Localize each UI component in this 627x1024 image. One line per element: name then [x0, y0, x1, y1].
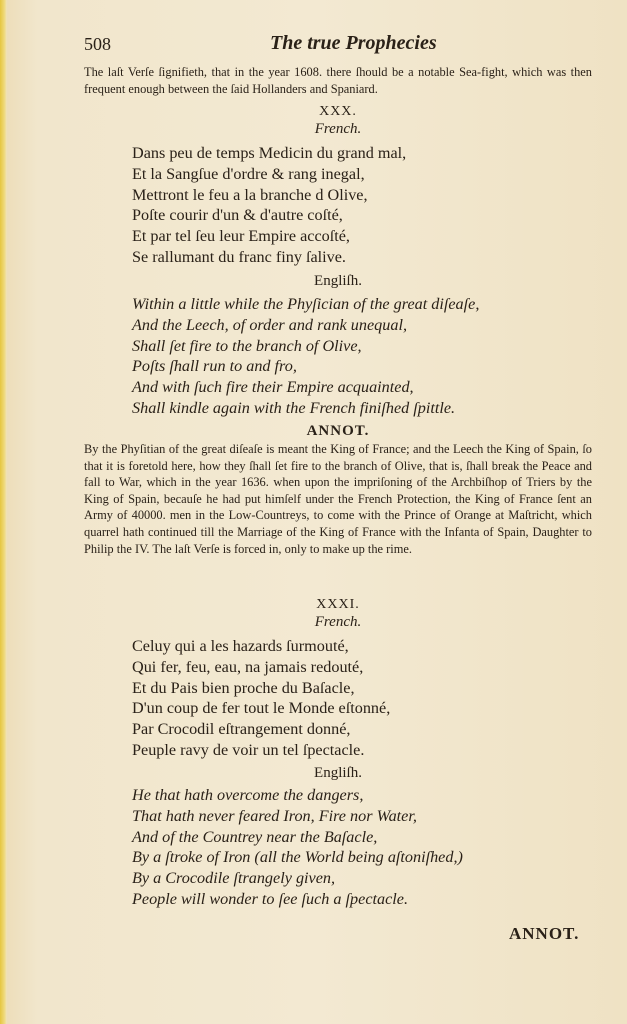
french-heading: French. — [314, 121, 362, 137]
page-header — [84, 34, 554, 58]
english-heading: Engliſh. — [314, 765, 362, 781]
verse-line: Se rallumant du franc finy ſalive. — [132, 247, 346, 266]
verse-line: Shall kindle again with the French finiſhed ſpittle. — [132, 398, 456, 417]
verse-line: By a ſtroke of Iron (all the World being aſtoniſhed,) — [132, 848, 463, 867]
verse-line: Mettront le feu a la branche d Olive, — [132, 185, 368, 204]
verse-line: Within a little while the Phyſician of the great diſeaſe, — [132, 295, 480, 313]
verse-line: Poſte courir d'un & d'autre coſté, — [132, 206, 343, 225]
verse-line: He that hath overcome the dangers, — [132, 786, 364, 804]
page-edge — [0, 0, 7, 1024]
intro-paragraph: The laſt Verſe ſignifieth, that in the year 1608. there ſhould be a notable Sea-fight, which was then frequent enough between the ſaid Hollanders and Spaniard. — [84, 65, 592, 96]
verse-line: People will wonder to ſee ſuch a ſpectacle. — [132, 889, 409, 908]
verse-line: Qui fer, feu, eau, na jamais redouté, — [132, 657, 364, 676]
french-verse — [132, 143, 572, 268]
verse-line: And the Leech, of order and rank unequal, — [132, 315, 407, 334]
verse-line: Shall ſet fire to the branch of Olive, — [132, 336, 362, 355]
french-verse — [132, 636, 572, 761]
verse-line: Et la Sangſue d'ordre & rang inegal, — [132, 164, 365, 183]
verse-line: Peuple ravy de voir un tel ſpectacle. — [132, 740, 365, 759]
verse-line: And with ſuch fire their Empire acquainted, — [132, 378, 414, 397]
annotation-paragraph: By the Phyſitian of the great diſeaſe is meant the King of France; and the Leech the King of Spain, ſo that it is foretold here, how they ſhall ſet fire to the branch of Olive, that is, ſhall break the Peace and fall to War, which in the year 1636. when upon the impriſoning of the Archbiſhop of Triers by the King of Spain, becauſe he had put himſelf under the French Protection, the King of France ſent an Army of 40000. men in the Low-Countreys, to come with the Prince of Orange at Maſtricht, which quarrel hath continued till the Marriage of the King of France with the Infanta of Spain, Daughter to Philip the IV. The laſt Verſe is forced in, only to make up the rime. — [84, 442, 592, 556]
verse-line: D'un coup de fer tout le Monde eſtonné, — [132, 699, 391, 718]
verse-line: Par Crocodil eſtrangement donné, — [132, 720, 351, 739]
verse-line: That hath never feared Iron, Fire nor Water, — [132, 806, 417, 825]
annot-heading: ANNOT. — [306, 423, 370, 439]
quatrain-number: XXX. — [319, 104, 357, 119]
french-heading: French. — [314, 614, 362, 630]
english-verse — [132, 294, 572, 419]
verse-line: Dans peu de temps Medicin du grand mal, — [132, 144, 407, 162]
verse-line: Et du Pais bien proche du Baſacle, — [132, 678, 355, 697]
verse-line: Celuy qui a les hazards ſurmouté, — [132, 637, 349, 655]
catchword: ANNOT. — [509, 924, 580, 943]
page-number: 508 — [84, 34, 111, 54]
verse-line: And of the Countrey near the Baſacle, — [132, 827, 378, 846]
verse-line: By a Crocodile ſtrangely given, — [132, 869, 336, 888]
english-heading: Engliſh. — [314, 273, 362, 289]
verse-line: Poſts ſhall run to and fro, — [132, 357, 297, 376]
quatrain-number: XXXI. — [316, 597, 360, 612]
running-title: The true Prophecies — [270, 32, 437, 54]
verse-line: Et par tel ſeu leur Empire accoſté, — [132, 227, 350, 246]
english-verse — [132, 785, 572, 910]
